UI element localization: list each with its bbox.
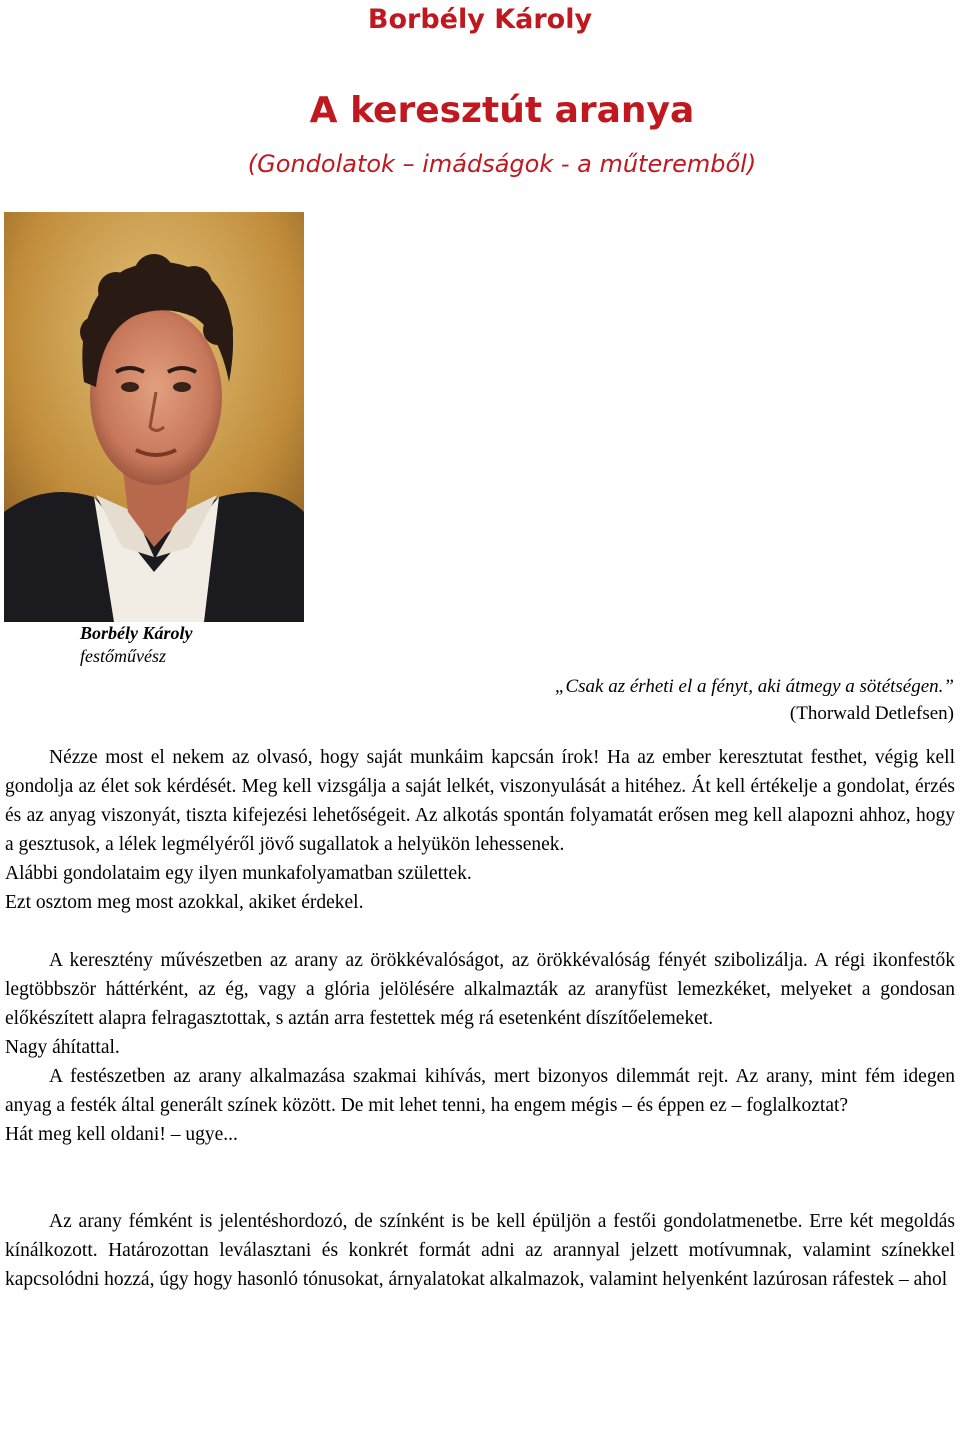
paragraph: Nagy áhítattal. bbox=[5, 1037, 120, 1058]
page-title: A keresztút aranya bbox=[309, 90, 695, 131]
epigraph-quote: „Csak az érheti el a fényt, aki átmegy a sötétségen.” bbox=[554, 676, 954, 697]
paragraph: Az arany fémként is jelentéshordozó, de színként is be kell épüljön a festői gondolatmenetbe. Erre két megoldás kínálkozott. Határozottan leválasztani és konkrét formát adni az arannyal jelzett motívumnak, valamint színekkel kapcsolódni hozzá, úgy hogy hasonló tónusokat, árnyalatokat alkalmazok, valamint helyenként lazúrosan ráfestek – ahol bbox=[5, 1211, 955, 1290]
article-body bbox=[5, 743, 955, 1294]
paragraph: A keresztény művészetben az arany az örökkévalóságot, az örökkévalóság fényét szibolizálja. A régi ikonfestők legtöbbször háttérként, az ég, vagy a glória jelölésére alkalmazták az aranyfüst lemezkéket, melyeket a gondosan előkészített alapra felragasztottak, s aztán arra festettek még rá esetenként díszítőelemeket. bbox=[5, 950, 955, 1029]
caption-name: Borbély Károly bbox=[80, 623, 193, 643]
paragraph: Alábbi gondolataim egy ilyen munkafolyamatban születtek. bbox=[5, 863, 472, 884]
photo-caption bbox=[80, 622, 193, 668]
paragraph: Nézze most el nekem az olvasó, hogy saját munkáim kapcsán írok! Ha az ember keresztutat festhet, végig kell gondolja az élet sok kérdését. Meg kell vizsgálja a saját lelkét, viszonyulását a hitéhez. Át kell értékelje a gondolat, érzés és az anyag viszonyát, tiszta kifejezési lehetőségeit. Az alkotás spontán folyamatát erősen meg kell alapozni ahhoz, hogy a gesztusok, a lélek legmélyéről jövő sugallatok a helyükön lehessenek. bbox=[5, 747, 955, 855]
paragraph: Hát meg kell oldani! – ugye... bbox=[5, 1124, 238, 1145]
paragraph: Ezt osztom meg most azokkal, akiket érdekel. bbox=[5, 892, 364, 913]
author-name: Borbély Károly bbox=[367, 4, 593, 35]
page-subtitle: (Gondolatok – imádságok - a műteremből) bbox=[247, 150, 757, 178]
caption-role: festőművész bbox=[80, 646, 166, 666]
paragraph: A festészetben az arany alkalmazása szakmai kihívás, mert bizonyos dilemmát rejt. Az arany, mint fém idegen anyag a festék által generált színek között. De mit lehet tenni, ha engem mégis – és éppen ez – foglalkoztat? bbox=[5, 1066, 955, 1116]
epigraph-attribution: (Thorwald Detlefsen) bbox=[789, 703, 954, 724]
epigraph bbox=[555, 673, 954, 727]
author-portrait-photo bbox=[4, 212, 304, 622]
